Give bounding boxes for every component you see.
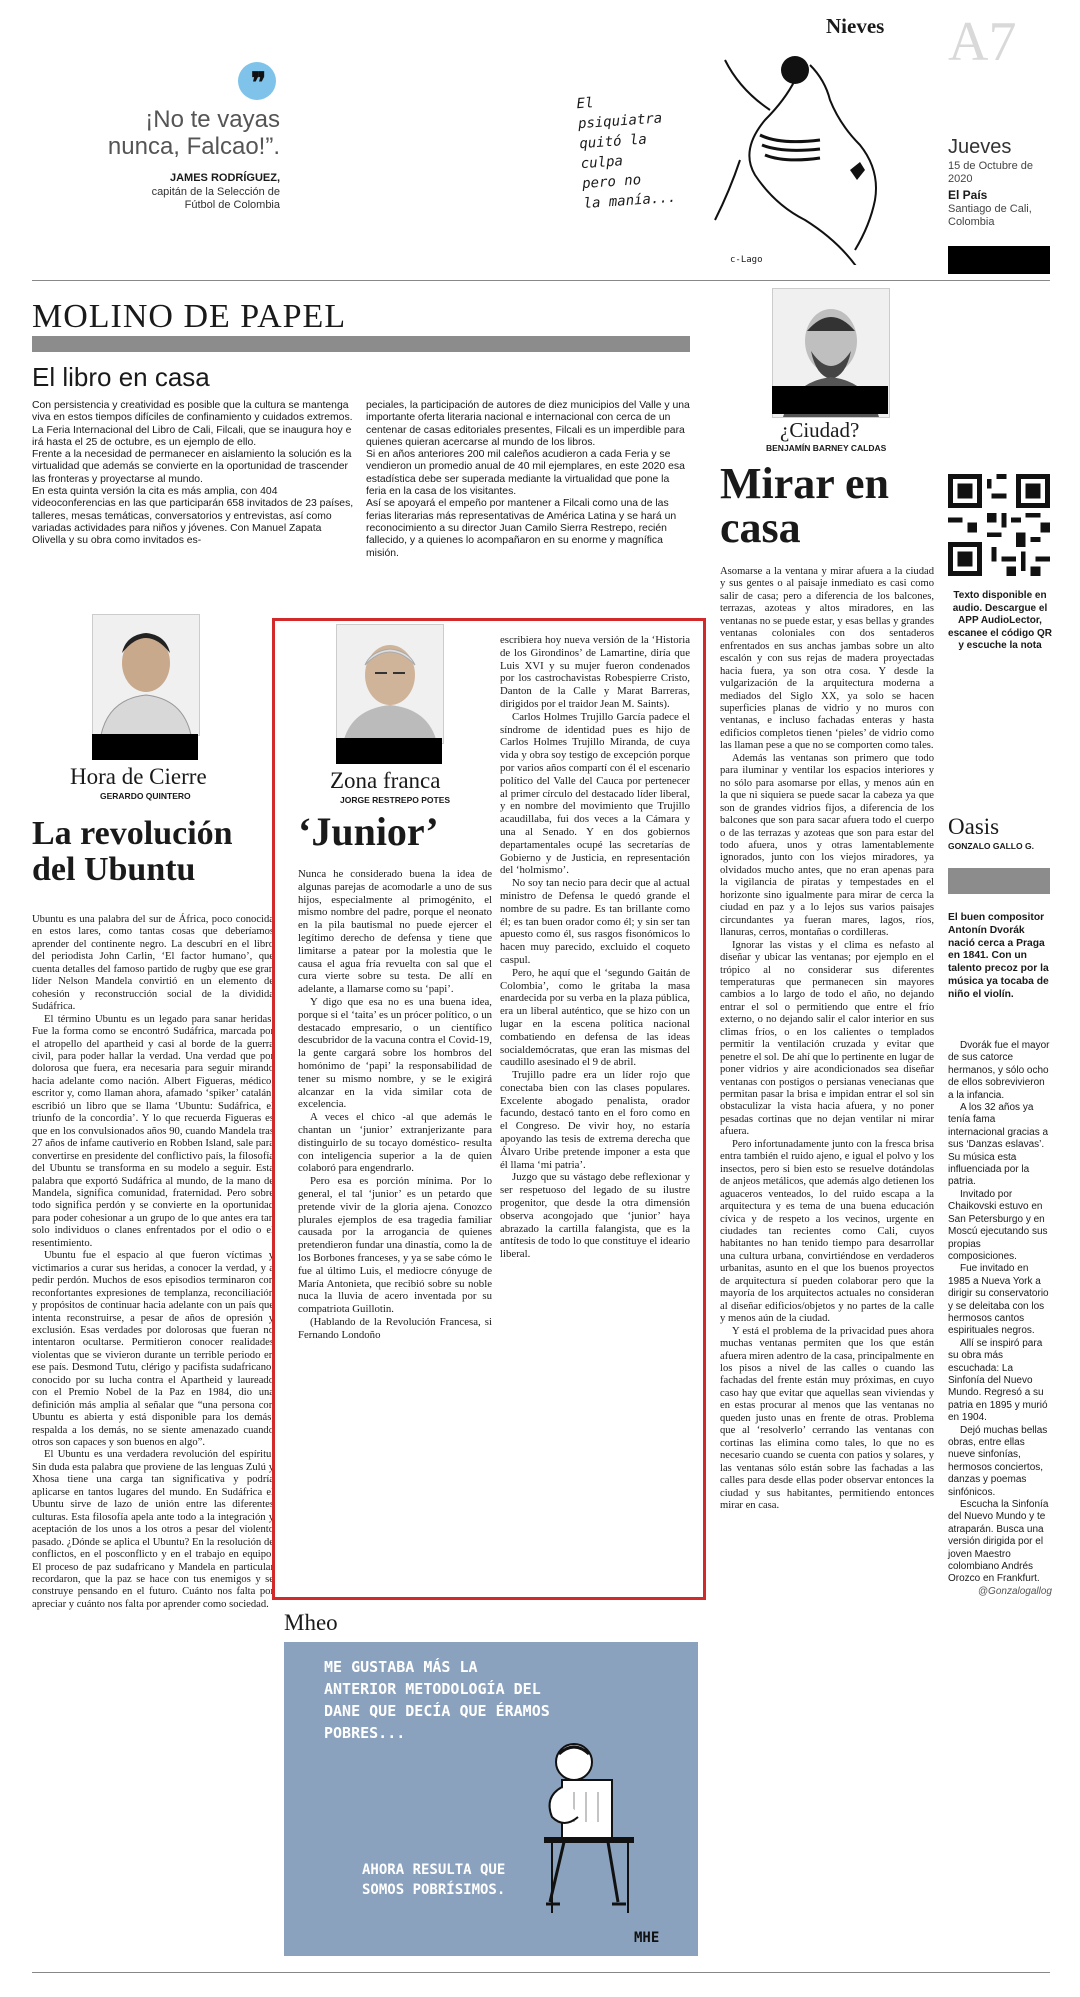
quintero-portrait-bar	[92, 734, 198, 760]
oasis-author: GONZALO GALLO G.	[948, 841, 1034, 851]
qr-caption: Texto disponible en audio. Descargue el APP AudioLector, escanee el código QR y escuche la nota	[948, 590, 1052, 651]
mheo-signature: MHE	[634, 1930, 660, 1946]
molino-subtitle: El libro en casa	[32, 362, 210, 392]
restrepo-portrait-bar	[336, 738, 442, 764]
zona-column-name: Zona franca	[330, 768, 441, 793]
weekday: Jueves	[948, 136, 1012, 158]
zona-col-1: Nunca he considerado buena la idea de algunas parejas de acomodarle a uno de sus hijos, especialmente al primogénito, el mismo nombre del padre, porque el neonato en la pila bautismal no puede ejercer el legítimo derecho de defensa y tiene que limitarse a patear por la molestia que le causa el agua fría revuelta con sal que el cura vierte sobre su testa. De allí en adelante, a llamarse como su ‘papi’. Y digo que esa no es una buena idea, porque si el ‘taita’ es un prócer político, o un destacado empresario, o un científico descubridor de la vacuna contra el Covid-19, la gente cargará sobre los hombros del homónimo de ‘papi’ la responsabilidad de tener su mismo nombre, y se le exigirá alcanzar en la vida similar cota de excelencia. A veces el chico -al que además le chantan un ‘junior’ extranjerizante para distinguirlo de su tocayo doméstico- resulta con inteligencia superior a la de quien colaboró para engendrarlo. Pero esa es porción mínima. Por lo general, el tal ‘junior’ es un petardo que pretende vivir de la gloria ajena. Conozco plurales ejemplos de esa tragedia familiar causada por la arrogancia de quienes pretendieron fundar una dinastía, como la de los Borbones franceses, y ya se sabe cómo le fue al último Luis, el mediocre cónyuge de María Antonieta, que recibió sobre su noble nuca la lluvia de acero inventada por su compatriota Guillotin. (Hablando de la Revolución Francesa, si Fernando Londoño	[298, 868, 492, 1341]
publication-name: El País	[948, 188, 988, 202]
molino-title: MOLINO DE PAPEL	[32, 298, 347, 335]
qr-code[interactable]	[948, 474, 1050, 576]
zona-headline: ‘Junior’	[298, 809, 439, 854]
mheo-speech-top: ME GUSTABA MÁS LA ANTERIOR METODOLOGÍA DEL DANE QUE DECÍA QUE ÉRAMOS POBRES...	[324, 1658, 550, 1742]
location: Santiago de Cali, Colombia	[948, 203, 1032, 228]
header-black-bar	[948, 246, 1050, 274]
quote-text: ¡No te vayas nunca, Falcao!”.	[107, 106, 280, 160]
zona-col-2: escribiera hoy nueva versión de la ‘Historia de los Girondinos’ de Lamartine, diría que Luis XVI y su mujer fueron condenados por los castrochavistas Robespierre Cristo, Danton de la Calle y Marat Barreras, dirigidos por el traidor Jean M. Saints). Carlos Holmes Trujillo García padece el síndrome de identidad pues es hijo de Carlos Holmes Trujillo Miranda, de cuya vida y obra soy testigo de excepción porque por varios años compartí con él el escenario político del Valle del Cauca por pertenecer al primer círculo del destacado líder liberal, y en nombre del movimiento que Trujillo acaudillaba, fui dos veces a la Cámara y una al Senado. Y en dos gobiernos departamentales ocupé las secretarías de Gobierno y de Justicia, en representación del ‘holmismo’. No soy tan necio para decir que al actual ministro de Defensa le quedó grande el nombre de su padre. Es tan brillante como él; es tan buen orador como él; y sin ser tan apuesto como él, sus rasgos fisonómicos lo hacen muy parecido, excluido el coqueto caspul. Pero, he aquí que el ‘segundo Gaitán de Colombia’, como le gritaba la masa enardecida por su verba en la plaza pública, era un liberal auténtico, que se hizo con un lugar en la escena política nacional combatiendo en defensa de las ideas socialdemócratas, que eran las mismas del caudillo asesinado el 9 de abril. Trujillo padre era un líder rojo que conectaba bien con las clases populares. Excelente abogado penalista, orador facundo, destacó tanto en el foro como en el Congreso. De vivir hoy, no estaría apoyando las tesis de extrema derecha que Álvaro Uribe pretende imponer a esta que él llama ‘mi patria’. Juzgo que su vástago debe reflexionar y ser respetuoso del legado de su ilustre progenitor, que desde la otra dimensión observa acongojado que ‘junior’ haya abrazado la cartilla falangista, que es la antítesis de todo lo que constituye el ideario liberal.	[500, 634, 690, 1261]
mirar-kicker: ¿Ciudad?	[780, 418, 860, 442]
nieves-cartoon	[576, 30, 920, 270]
oasis-grey-bar	[948, 868, 1050, 894]
mheo-figure	[524, 1732, 664, 1932]
hora-author: GERARDO QUINTERO	[100, 791, 191, 801]
cartoon-section-title: Nieves	[826, 14, 885, 38]
oasis-body: Dvorák fue el mayor de sus catorce hermanos, y sólo ocho de ellos sobrevivieron a la infancia. A los 32 años ya tenía fama internacional gracias a sus ‘Danzas eslavas’. Su música esta influenciada por la patria. Invitado por Chaikovski estuvo en San Petersburgo y en Moscú ejecutando sus propias composiciones. Fue invitado en 1985 a Nueva York a dirigir su conservatorio y se deleitaba con los hermosos cantos espirituales negros. Allí se inspiró para su obra más escuchada: La Sinfonía del Nuevo Mundo. Regresó a su patria en 1895 y murió en 1904. Dejó muchas bellas obras, entre ellas nueve sinfonías, hermosos conciertos, danzas y poemas sinfónicos. Escucha la Sinfonía del Nuevo Mundo y te atraparán. Busca una versión dirigida por el joven Maestro colombiano Andrés Orozco en Frankfurt. @Gonzalogallog	[948, 1040, 1052, 1597]
mheo-cartoon	[284, 1642, 698, 1956]
oasis-title: Oasis	[948, 814, 1000, 839]
svg-text:❞: ❞	[251, 68, 267, 99]
mheo-speech-bottom: AHORA RESULTA QUE SOMOS POBRÍSIMOS.	[362, 1862, 506, 1898]
date: 15 de Octubre de 2020	[948, 160, 1034, 185]
mirar-headline: Mirar en casa	[720, 459, 890, 552]
molino-grey-bar	[32, 336, 690, 352]
restrepo-portrait	[336, 624, 444, 744]
oasis-lead: El buen compositor Antonín Dvorák nació cerca a Praga en 1841. Con un talento precoz por la música ya tocaba de niño el violín.	[948, 912, 1049, 1000]
mheo-title: Mheo	[284, 1610, 338, 1635]
cartoon-caption: El psiquiatra quitó la culpa pero no la manía...	[576, 95, 677, 213]
molino-col-1: Con persistencia y creatividad es posible que la cultura se mantenga viva en estos tiempos difíciles de confinamiento y cuidados extremos. La Feria Internacional del Libro de Cali, Filcali, que se inaugura hoy e irá hasta el 25 de octubre, es un ejemplo de ello. Frente a la necesidad de permanecer en aislamiento la solución es la virtualidad que además se convierte en la oportunidad de trascender las fronteras y proyectarse al mundo. En esta quinta versión la cita es más amplia, con 404 videoconferencias en las que participarán 658 invitados de 23 países, talleres, mesas temáticas, conversatorios y entrevistas, así como variadas actividades para niños y jóvenes. Con Manuel Zapata Olivella y su obra como invitados es-	[32, 400, 354, 547]
quote-author: JAMES RODRÍGUEZ,	[169, 172, 280, 184]
hora-column-name: Hora de Cierre	[70, 764, 207, 789]
header-rule	[32, 280, 1050, 281]
molino-col-2: peciales, la participación de autores de diez municipios del Valle y una importante oferta literaria nacional e internacional con cerca de un centenar de casas editoriales presentes, Filcali es un imperdible para quienes quieran acercarse al mundo de los libros. Si en años anteriores 200 mil caleños acudieron a cada Feria y se vendieron un promedio anual de 40 mil ejemplares, en este 2020 esa estadística debe ser superada mediante la virtualidad que pone la feria en la casa de los visitantes. Así se apoyará el empeño por mantener a Filcali como una de las ferias literarias más representativas de América Latina y se hará un reconocimiento a su director Juan Camilo Sierra Restrepo, recién fallecido, y a quienes lo acompañaron en su enorme y magnífica misión.	[366, 400, 690, 559]
cartoon-signature: c-Lago	[730, 255, 763, 265]
hora-headline: La revolución del Ubuntu	[32, 815, 233, 888]
footer-rule	[32, 1972, 1050, 1973]
quote-author-role: capitán de la Selección de Fútbol de Colombia	[151, 186, 280, 211]
barney-portrait-bar	[772, 386, 888, 414]
hora-body: Ubuntu es una palabra del sur de África, poco conocida en estos lares, como tantas cosas que deberíamos aprender del continente negro. La descubrí en el libro del periodista John Carlin, ‘El factor humano’, que cuenta detalles del famoso partido de rugby que ese gran líder Nelson Mandela convirtió en un elemento de cohesión y reconstrucción social de la dividida Sudáfrica. El término Ubuntu es un legado para sanar heridas. Fue la forma como se encontró Sudáfrica, marcada por el atropello del apartheid y casi al borde de la guerra civil, para poder hallar la verdad. Una verdad que por dolorosa que fuera, era necesaria para seguir mirando hacia adelante como nación. Albert Figueras, médico, escritor y, como llaman ahora, afamado ‘spiker’ catalán, escribió un libro que se llama ‘Ubuntu: Sudáfrica, el triunfo de la concordia’. Y lo que recuerda Figueras es que en los convulsionados años 90, cuando Mandela tras 27 años de infame cautiverio en Robben Island, sale para convertirse en presidente del conflictivo país, la filosofía del Ubuntu se transforma en su modelo a seguir. Esta palabra que exportó Sudáfrica al mundo, de la mano de Mandela, significa comunidad, fraternidad. Pero sobre todo significa perdón y se convierte en la oportunidad para poder cohesionar a un grupo de lo que antes era tan solo individuos o clanes enfrentados por el odio o el resentimiento. Ubuntu fue el espacio al que fueron víctimas y victimarios a curar sus heridas, a conocer la verdad, y a pedir perdón. Muchos de esos episodios terminaron con reconfortantes expresiones de templanza, reconciliación y propósitos de continuar hacia adelante con un país que intenta reconstruirse, a pesar de años de opresión y exclusión. Esas verdades por dolorosas que fueran no intentaron ocultarse. Permitieron conocer realidades violentas que se vivieron durante un terrible periodo en ese país. Desmond Tutu, clérigo y pacifista sudafricano, conocido por su lucha contra el Apartheid y laureado con el Premio Nobel de la Paz en 1984, dio una definición más amplia al señalar que “una persona con Ubuntu es abierta y está disponible para los demás, respalda a los demás, no se siente amenazado cuando otros son capaces y son buenos en algo”. El Ubuntu es una verdadera revolución del espíritu. Sin duda esta palabra que proviene de las lenguas Zulú y Xhosa tiene una carga tan significativa y podría aplicarse en tantos lugares del mundo. En Sudáfrica el Ubuntu sirve de lazo de unión entre las diferentes culturas. Esta filosofía apela ante todo a la integración y aceptación de los unos a los otros a pesar del violento pasado. ¿Dónde se aplica el Ubuntu? En la resolución de conflictos, en el posconflicto y en el trabajo en equipo. El proceso de paz sudafricano y Mandela en particular recordaron, que la paz se hace con tus enemigos y se construye pensando en el futuro. Cuánto nos falta por apreciar y cuánto nos falta por aprender como sociedad.	[32, 914, 274, 1610]
page-number: A7	[948, 11, 1017, 73]
quintero-portrait	[92, 614, 200, 736]
zona-author: JORGE RESTREPO POTES	[340, 795, 451, 805]
mirar-author: BENJAMÍN BARNEY CALDAS	[766, 443, 887, 453]
quote-mark-icon	[238, 62, 276, 100]
mirar-body: Asomarse a la ventana y mirar afuera a la ciudad y sus gentes o al paisaje inmediato es casi como salir de casa; pero a diferencia de los balcones, terrazas, azoteas y altos miradores, en las ventanas no se puede estar, y esas bellas y grandes ventanas coloniales con dos sentaderos enfrentados en sus anchas jambas sobre un alto escalón y con sus rejas de madera proyectadas hacia fuera, ya son otra cosa. Y desde la vulgarización de la arquitectura moderna a mediados del Siglo XX, ya solo se hacen superficies planas de vidrio y no muros con ventanas, e incluso fachadas enteras y hasta edificios completos tienen ‘pieles’ de vidrio como las llaman pese a que no se comporten como tales. Además las ventanas son primero que todo para iluminar y ventilar los espacios interiores y no sólo para asomarse por ellas, y menos aún en la que ni siquiera se puede sacar la cabeza ya que son de grandes vidrios fijos, a diferencia de los balcones que son para sacar afuera todo el cuerpo o de las terrazas y azoteas que son para estar del todo afuera, unos y otras lamentablemente ignorados, junto con los viejos miradores, ya olvidados mucho antes, que no eran apenas para la vigilancia de piratas y tempestades en el horizonte sino igualmente para mirar de cerca la ciudad en paz y a lo lejos sus varios paisajes circundantes ya fueran mares, lagos, ríos, llanuras, cerros, montañas o cordilleras. Ignorar las vistas y el clima es nefasto al diseñar y ubicar las ventanas; por ejemplo en el trópico al no considerar sus diferentes temperaturas que permanecen sin mayores cambios a lo largo de todo el año, no dejando entrar el sol o permitiendo que entre el frío externo, o no dejando salir el calor interior en sus climas fríos, o en los calientes o templados permitir la ventilación cruzada y evitar que penetre el sol. De ahí que lo pertinente en lugar de poner vidrios y aire acondicionados sea diseñar ventanas con postigos o persianas venecianas que permitan pasar la brisa e impidan entrar el sol sin obstaculizar la vista hacia afuera, y no poner pesadas cortinas que no dejan ventilar ni mirar afuera. Pero infortunadamente junto con la fresca brisa entra también el ruido ajeno, e igual el polvo y los insectos, pero si bien esto se resuelve dotándolas de anjeos metálicos, que además algo detienen los aguaceros venteados, lo del ruido escapa a la arquitectura y es tema de una buena educación cívica y de respeto a los vecinos, urgente en ciudades tan recientes como Cali, cuyos habitantes no han tenido tiempo para desarrollar una cultura urbana, convirtiéndose en verdaderos urbanitas, asunto en el que los buenos proyectos de arquitectura sí pueden colaborar pero que la mayoría de los arquitectos actuales no consideran al diseñar edificios/objetos y no partes de la calle y menos aún de la ciudad. Y está el problema de la privacidad pues ahora muchas ventanas permiten que los que están afuera miren adentro de la casa, principalmente en los pisos a nivel de las calles o cuando las fachadas del frente están muy próximas, en cuyo caso hay que evitar que aquellas sean viviendas y en estas procurar al menos que las ventanas no queden justo unas en frente de otras. Problema que al ‘resolverlo’ cerrando las ventanas con cortinas las elimina como tales, lo que no es necesario cuando se cuenta con patios y solares, y las ventanas sólo están sobre las fachadas a las calles para desde ellas poder observar entonces la ciudad y sus habitantes, permitiendo entonces mirar en casa.	[720, 566, 934, 1511]
nieves-figure	[700, 40, 920, 265]
